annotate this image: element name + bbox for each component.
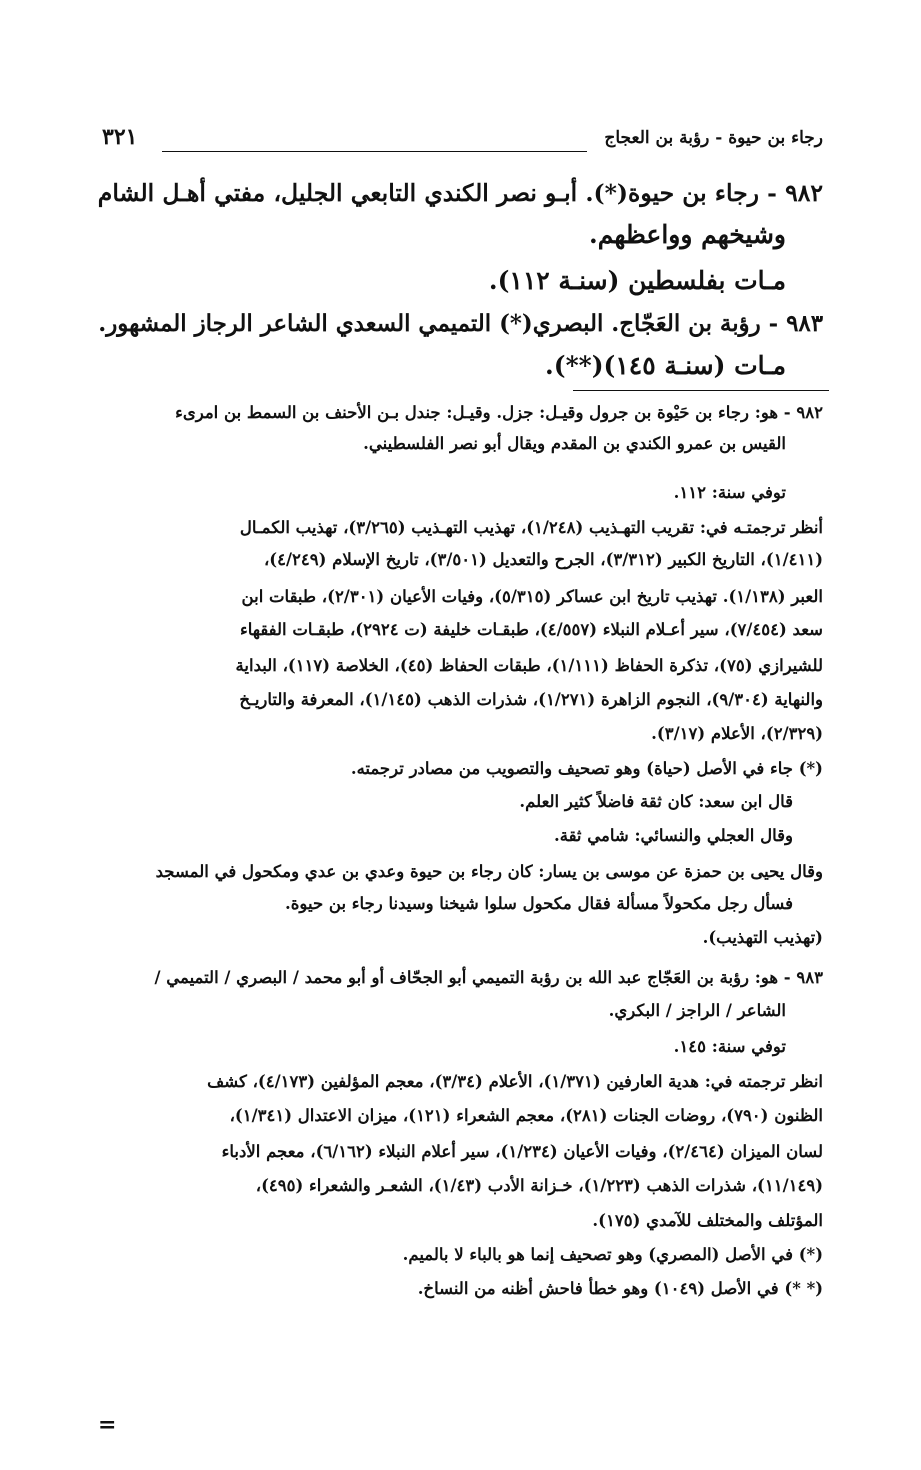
fn-983-line-4: انظر ترجمته في: هدية العارفين (١/٣٧١)، الأعلام (٣/٣٤)، معجم المؤلفين (٤/١٧٣)، كشف (207, 1072, 823, 1091)
entry-983-line-2: مـات (سنـة ١٤٥)(**). (545, 351, 786, 380)
continuation-mark: = (98, 1412, 117, 1438)
entry-982-line-1: ٩٨٢ - رجاء بن حيوة(*). أبـو نصر الكندي التابعي الجليل، مفتي أهـل الشام (97, 179, 823, 207)
fn-982-line-2: القيس بن عمرو الكندي بن المقدم ويقال أبو نصر الفلسطيني. (363, 434, 786, 453)
fn-982-source: (تهذيب التهذيب). (702, 928, 823, 947)
fn-982-line-6: العبر (١/١٣٨). تهذيب تاريخ ابن عساكر (٥/٣١٥)، وفيات الأعيان (٢/٣٠١)، طبقات ابن (241, 587, 823, 606)
entry-983-line-1: ٩٨٣ - رؤبة بن العَجّاج. البصري(*) التميمي السعدي الشاعر الرجاز المشهور. (98, 310, 823, 337)
fn-982-line-1: ٩٨٢ - هو: رجاء بن حَيْوة بن جرول وقيـل: جزل. وقيـل: جندل بـن الأحنف بن السمط بن امرىء (175, 403, 823, 422)
fn-982-quote-1: قال ابن سعد: كان ثقة فاضلاً كثير العلم. (519, 792, 793, 811)
fn-983-note-double-star: (* *) في الأصل (١٠٤٩) وهو خطأ فاحش أظنه من النساخ. (417, 1279, 823, 1298)
fn-983-line-1: ٩٨٣ - هو: رؤبة بن العَجّاج عبد الله بن رؤبة التميمي أبو الجحّاف أو أبو محمد / البصري / التميمي / (154, 968, 823, 987)
fn-982-line-4: أنظر ترجمتـه في: تقريب التهـذيب (١/٢٤٨)، تهذيب التهـذيب (٣/٢٦٥)، تهذيب الكمـال (239, 518, 823, 537)
fn-983-line-2: الشاعر / الراجز / البكري. (608, 1001, 786, 1020)
fn-982-quote-2: وقال العجلي والنسائي: شامي ثقة. (553, 826, 793, 845)
fn-982-line-10: (٢/٣٢٩)، الأعلام (٣/١٧). (651, 724, 823, 743)
running-title: رجاء بن حيوة - رؤبة بن العجاج (604, 128, 823, 148)
entry-982-line-2: وشيخهم وواعظهم. (589, 220, 786, 249)
footnote-separator (573, 390, 829, 391)
fn-983-line-3: توفي سنة: ١٤٥. (673, 1037, 786, 1056)
fn-982-line-7: سعد (٧/٤٥٤)، سير أعـلام النبلاء (٤/٥٥٧)، طبقـات خليفة (ت ٢٩٢٤)، طبقـات الفقهاء (239, 620, 823, 639)
fn-982-line-9: والنهاية (٩/٣٠٤)، النجوم الزاهرة (١/٢٧١)، شذرات الذهب (١/١٤٥)، المعرفة والتاريـخ (239, 690, 823, 709)
entry-982-line-3: مـات بفلسطين (سنـة ١١٢). (488, 266, 786, 295)
fn-983-line-5: الظنون (٧٩٠)، روضات الجنات (٢٨١)، معجم الشعراء (١٢١)، ميزان الاعتدال (١/٣٤١)، (229, 1106, 823, 1125)
fn-982-note-star: (*) جاء في الأصل (حياة) وهو تصحيف والتصويب من مصادر ترجمته. (350, 759, 823, 778)
fn-983-line-7: (١١/١٤٩)، شذرات الذهب (١/٢٢٣)، خـزانة الأدب (١/٤٣)، الشعـر والشعراء (٤٩٥)، (255, 1176, 823, 1195)
fn-983-line-8: المؤتلف والمختلف للآمدي (١٧٥). (592, 1211, 823, 1230)
fn-982-line-3: توفي سنة: ١١٢. (673, 483, 786, 502)
fn-983-line-6: لسان الميزان (٢/٤٦٤)، وفيات الأعيان (١/٢٣٤)، سير أعلام النبلاء (٦/١٦٢)، معجم الأدباء (221, 1142, 823, 1161)
fn-982-quote-3b: فسأل رجل مكحولاً مسألة فقال مكحول سلوا شيخنا وسيدنا رجاء بن حيوة. (285, 894, 793, 913)
fn-982-line-5: (١/٤١١)، التاريخ الكبير (٣/٣١٢)، الجرح والتعديل (٣/٥٠١)، تاريخ الإسلام (٤/٢٤٩)، (263, 550, 823, 569)
page-number: ٣٢١ (102, 124, 138, 150)
fn-982-line-8: للشيرازي (٧٥)، تذكرة الحفاظ (١/١١١)، طبقات الحفاظ (٤٥)، الخلاصة (١١٧)، البداية (235, 656, 823, 675)
header-rule (162, 151, 587, 152)
fn-983-note-star: (*) في الأصل (المصري) وهو تصحيف إنما هو بالباء لا بالميم. (402, 1245, 823, 1264)
fn-982-quote-3a: وقال يحيى بن حمزة عن موسى بن يسار: كان رجاء بن حيوة وعدي بن عدي ومكحول في المسجد (155, 862, 823, 881)
